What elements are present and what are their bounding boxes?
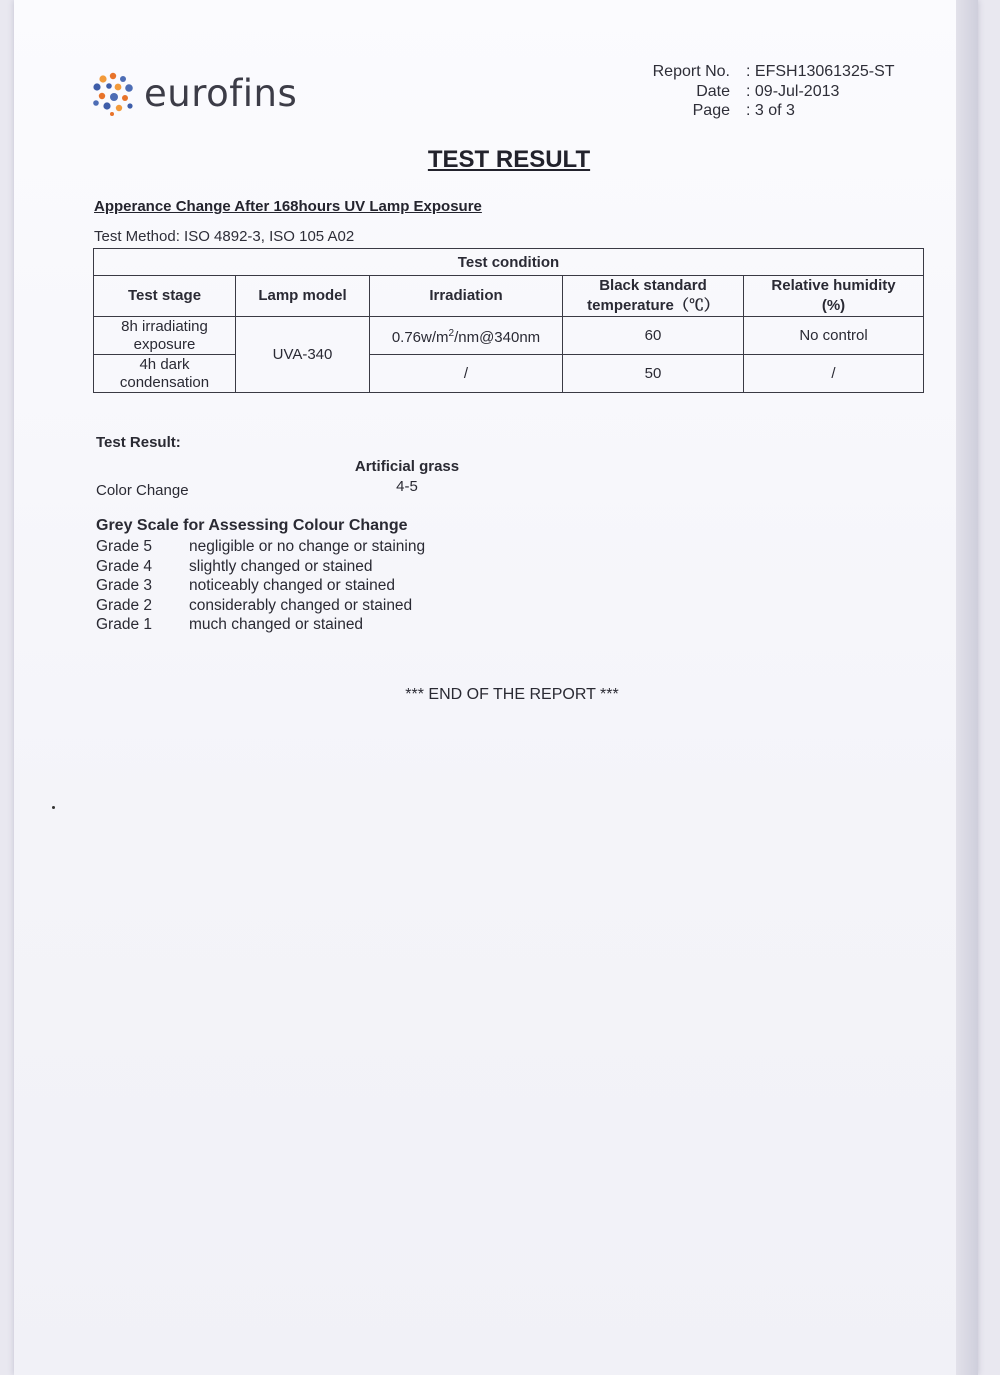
color-change-label: Color Change <box>96 482 189 499</box>
table-row <box>94 317 924 355</box>
stage-line1: 8h irradiating <box>121 317 208 335</box>
irradiation-cell: / <box>370 355 563 393</box>
page-label: Page <box>692 102 730 119</box>
eurofins-logo <box>90 68 297 118</box>
grade-description: considerably changed or stained <box>189 596 413 614</box>
stage-line2: exposure <box>133 335 196 353</box>
eurofins-dots-logo-icon <box>90 70 136 116</box>
lamp-model-cell: UVA-340 <box>236 317 370 393</box>
grey-scale-title: Grey Scale for Assessing Colour Change <box>96 517 408 534</box>
color-change-value: 4-5 <box>396 478 418 495</box>
irradiation-cell <box>370 317 563 355</box>
page-value: : 3 of 3 <box>746 102 795 119</box>
document-page <box>14 0 978 1375</box>
col-bst-line2: temperature（℃） <box>587 297 719 314</box>
scan-speck <box>52 806 55 809</box>
col-irradiation: Irradiation <box>370 276 563 317</box>
list-item <box>96 557 425 577</box>
temperature-cell: 50 <box>563 355 744 393</box>
col-rh-line1: Relative humidity <box>771 277 896 294</box>
col-black-standard-temperature <box>563 276 744 317</box>
date-label: Date <box>696 82 730 100</box>
list-item <box>96 596 425 616</box>
header-values <box>746 62 946 121</box>
list-item <box>96 615 425 635</box>
grade-label: Grade 1 <box>96 616 153 634</box>
grey-scale-list <box>96 537 425 635</box>
stage-line1: 4h dark <box>139 355 190 373</box>
grade-description: noticeably changed or stained <box>189 577 395 595</box>
humidity-cell: No control <box>744 317 924 355</box>
report-no-value: : EFSH13061325-ST <box>746 63 895 80</box>
report-no-label: Report No. <box>652 63 730 80</box>
irradiation-value: 0.76w/m <box>391 328 449 346</box>
temperature-cell: 60 <box>563 317 744 355</box>
date-value: : 09-Jul-2013 <box>746 82 840 100</box>
test-method: Test Method: ISO 4892-3, ISO 105 A02 <box>94 228 355 245</box>
grade-label: Grade 4 <box>96 557 153 575</box>
test-condition-header: Test condition <box>94 249 924 276</box>
grade-description: much changed or stained <box>189 616 364 634</box>
table-row <box>94 355 924 393</box>
humidity-cell: / <box>744 355 924 393</box>
end-of-report: *** END OF THE REPORT *** <box>405 686 619 703</box>
page-title: TEST RESULT <box>427 146 591 173</box>
stage-line2: condensation <box>119 373 210 391</box>
section-title: Apperance Change After 168hours UV Lamp Exposure <box>94 198 482 215</box>
col-relative-humidity <box>744 276 924 317</box>
sample-header: Artificial grass <box>354 458 460 475</box>
col-bst-line1: Black standard <box>599 277 707 294</box>
header-labels <box>624 62 730 121</box>
grade-description: negligible or no change or staining <box>189 538 426 555</box>
grade-label: Grade 3 <box>96 577 153 595</box>
test-result-label: Test Result: <box>96 434 181 451</box>
grade-label: Grade 5 <box>96 538 153 555</box>
col-test-stage: Test stage <box>94 276 236 317</box>
test-condition-table <box>93 248 924 393</box>
stage-cell <box>94 355 236 393</box>
logo-text: eurofins <box>144 71 298 115</box>
col-rh-line2: (%) <box>821 297 846 314</box>
col-lamp-model: Lamp model <box>236 276 370 317</box>
stage-cell <box>94 317 236 355</box>
irradiation-exponent: 2 <box>448 327 455 339</box>
irradiation-unit: /nm@340nm <box>454 328 541 346</box>
grade-label: Grade 2 <box>96 596 153 614</box>
list-item <box>96 576 425 596</box>
grade-description: slightly changed or stained <box>189 557 373 575</box>
list-item <box>96 537 425 557</box>
